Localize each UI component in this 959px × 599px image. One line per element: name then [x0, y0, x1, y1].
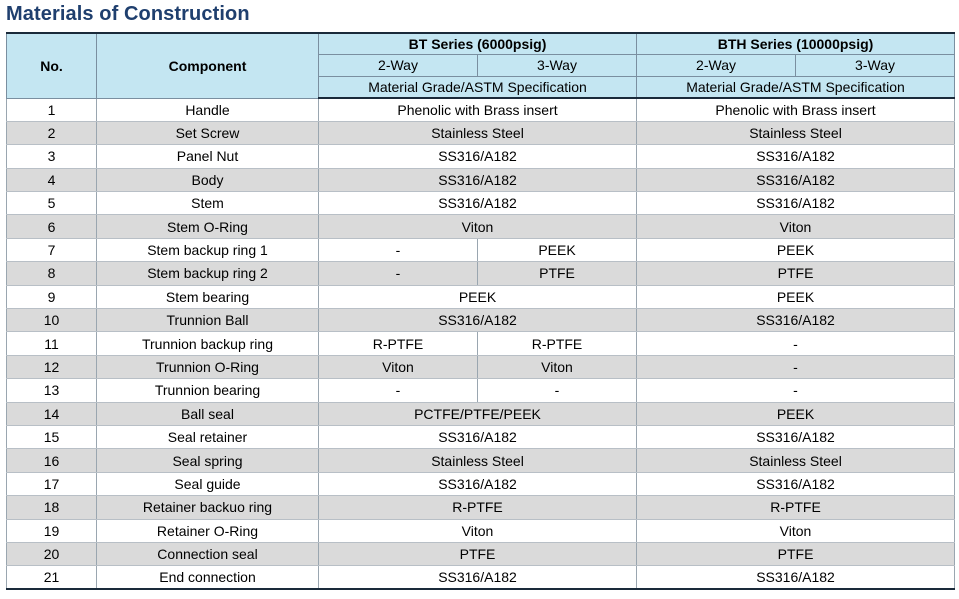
- materials-table: [6, 32, 955, 590]
- row-bt-3way-material: R-PTFE: [478, 332, 637, 355]
- row-number: 4: [7, 168, 97, 191]
- row-bt-material: Viton: [319, 519, 637, 542]
- row-component: Trunnion bearing: [97, 379, 319, 402]
- row-number: 8: [7, 262, 97, 285]
- row-bth-material: PEEK: [637, 402, 955, 425]
- row-bth-material: Viton: [637, 519, 955, 542]
- row-bt-2way-material: -: [319, 262, 478, 285]
- table-row: [7, 285, 955, 308]
- row-component: Retainer backuo ring: [97, 496, 319, 519]
- row-bt-material: SS316/A182: [319, 472, 637, 495]
- page-title: Materials of Construction: [6, 3, 250, 25]
- row-bth-material: -: [637, 379, 955, 402]
- row-bt-material: PTFE: [319, 542, 637, 565]
- row-component: Seal retainer: [97, 425, 319, 448]
- row-bt-3way-material: PEEK: [478, 238, 637, 261]
- header-bth-3way: 3-Way: [796, 54, 955, 76]
- row-component: Stem backup ring 2: [97, 262, 319, 285]
- table-row: [7, 332, 955, 355]
- header-bt-2way: 2-Way: [319, 54, 478, 76]
- row-bth-material: SS316/A182: [637, 309, 955, 332]
- row-bt-3way-material: PTFE: [478, 262, 637, 285]
- row-component: Trunnion backup ring: [97, 332, 319, 355]
- table-row: [7, 238, 955, 261]
- row-number: 19: [7, 519, 97, 542]
- header-component: Component: [97, 33, 319, 98]
- row-number: 17: [7, 472, 97, 495]
- row-bth-material: PEEK: [637, 238, 955, 261]
- row-bth-material: R-PTFE: [637, 496, 955, 519]
- table-row: [7, 309, 955, 332]
- row-bth-material: SS316/A182: [637, 425, 955, 448]
- table-row: [7, 402, 955, 425]
- row-component: Stem bearing: [97, 285, 319, 308]
- row-bt-material: Stainless Steel: [319, 121, 637, 144]
- row-component: Seal spring: [97, 449, 319, 472]
- row-component: Handle: [97, 98, 319, 121]
- table-row: [7, 379, 955, 402]
- row-bth-material: Stainless Steel: [637, 121, 955, 144]
- table-body: [7, 98, 955, 589]
- row-component: Body: [97, 168, 319, 191]
- row-bt-3way-material: Viton: [478, 355, 637, 378]
- row-bth-material: SS316/A182: [637, 192, 955, 215]
- row-number: 10: [7, 309, 97, 332]
- row-number: 12: [7, 355, 97, 378]
- row-bt-material: SS316/A182: [319, 309, 637, 332]
- row-bt-material: SS316/A182: [319, 566, 637, 589]
- row-number: 7: [7, 238, 97, 261]
- row-bt-2way-material: -: [319, 379, 478, 402]
- table-row: [7, 519, 955, 542]
- row-bt-material: SS316/A182: [319, 168, 637, 191]
- table-row: [7, 98, 955, 121]
- row-bth-material: Phenolic with Brass insert: [637, 98, 955, 121]
- table-row: [7, 168, 955, 191]
- row-bt-material: Viton: [319, 215, 637, 238]
- row-bth-material: Viton: [637, 215, 955, 238]
- row-component: Trunnion Ball: [97, 309, 319, 332]
- row-bth-material: SS316/A182: [637, 566, 955, 589]
- row-bt-material: Phenolic with Brass insert: [319, 98, 637, 121]
- row-number: 2: [7, 121, 97, 144]
- row-bt-2way-material: -: [319, 238, 478, 261]
- row-bth-material: PEEK: [637, 285, 955, 308]
- row-component: Retainer O-Ring: [97, 519, 319, 542]
- row-number: 11: [7, 332, 97, 355]
- header-bth-spec: Material Grade/ASTM Specification: [637, 76, 955, 98]
- row-component: Panel Nut: [97, 145, 319, 168]
- row-component: Seal guide: [97, 472, 319, 495]
- table-row: [7, 215, 955, 238]
- row-bt-3way-material: -: [478, 379, 637, 402]
- row-bt-material: R-PTFE: [319, 496, 637, 519]
- row-number: 16: [7, 449, 97, 472]
- row-number: 5: [7, 192, 97, 215]
- table-row: [7, 145, 955, 168]
- row-bth-material: PTFE: [637, 542, 955, 565]
- row-component: Stem backup ring 1: [97, 238, 319, 261]
- row-bt-material: PCTFE/PTFE/PEEK: [319, 402, 637, 425]
- table-row: [7, 121, 955, 144]
- table-row: [7, 262, 955, 285]
- table-row: [7, 496, 955, 519]
- row-bth-material: SS316/A182: [637, 472, 955, 495]
- row-component: Stem: [97, 192, 319, 215]
- row-bt-2way-material: R-PTFE: [319, 332, 478, 355]
- table-row: [7, 355, 955, 378]
- table-row: [7, 566, 955, 589]
- header-bt-3way: 3-Way: [478, 54, 637, 76]
- row-number: 18: [7, 496, 97, 519]
- header-no: No.: [7, 33, 97, 98]
- row-component: Set Screw: [97, 121, 319, 144]
- row-bth-material: SS316/A182: [637, 145, 955, 168]
- table-row: [7, 192, 955, 215]
- table-row: [7, 425, 955, 448]
- row-bt-material: SS316/A182: [319, 192, 637, 215]
- row-bth-material: -: [637, 355, 955, 378]
- row-bth-material: Stainless Steel: [637, 449, 955, 472]
- row-number: 21: [7, 566, 97, 589]
- header-bt-series: BT Series (6000psig): [319, 33, 637, 54]
- row-bt-material: PEEK: [319, 285, 637, 308]
- header-bt-spec: Material Grade/ASTM Specification: [319, 76, 637, 98]
- row-number: 9: [7, 285, 97, 308]
- row-component: Ball seal: [97, 402, 319, 425]
- row-bth-material: PTFE: [637, 262, 955, 285]
- row-bt-material: SS316/A182: [319, 425, 637, 448]
- table-row: [7, 472, 955, 495]
- row-component: Trunnion O-Ring: [97, 355, 319, 378]
- row-bt-material: SS316/A182: [319, 145, 637, 168]
- row-number: 15: [7, 425, 97, 448]
- row-number: 20: [7, 542, 97, 565]
- row-number: 13: [7, 379, 97, 402]
- row-component: Connection seal: [97, 542, 319, 565]
- row-bt-material: Stainless Steel: [319, 449, 637, 472]
- table-row: [7, 542, 955, 565]
- table-row: [7, 449, 955, 472]
- row-number: 1: [7, 98, 97, 121]
- row-bth-material: SS316/A182: [637, 168, 955, 191]
- header-bth-series: BTH Series (10000psig): [637, 33, 955, 54]
- header-bth-2way: 2-Way: [637, 54, 796, 76]
- row-number: 6: [7, 215, 97, 238]
- row-bt-2way-material: Viton: [319, 355, 478, 378]
- row-number: 14: [7, 402, 97, 425]
- row-number: 3: [7, 145, 97, 168]
- row-component: Stem O-Ring: [97, 215, 319, 238]
- row-component: End connection: [97, 566, 319, 589]
- row-bth-material: -: [637, 332, 955, 355]
